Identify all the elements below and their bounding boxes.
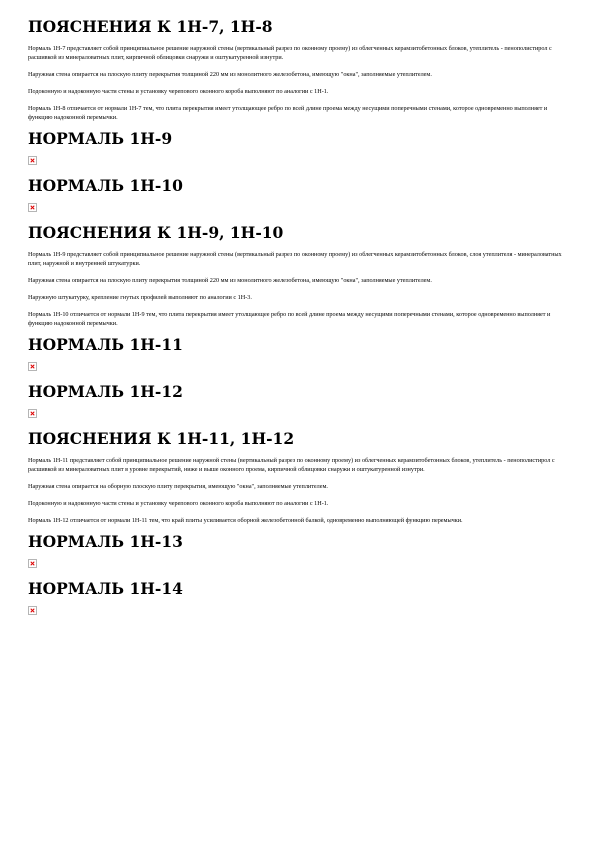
- section-heading: НОРМАЛЬ 1Н-14: [28, 579, 183, 598]
- paragraph: Наружная стена опирается на плоскую плиту перекрытия толщиной 220 мм из монолитного железобетона, имеющую "окна", заполняемые утеплителем.: [28, 277, 432, 284]
- paragraph: Наружную штукатурку, крепление гнутых профилей выполняют по аналогии с 1Н-3.: [28, 294, 252, 301]
- paragraph: Подоконную и надоконную части стены и установку черепового оконного короба выполняют по аналогии с 1Н-1.: [28, 500, 329, 507]
- paragraph: Наружная стена опирается на плоскую плиту перекрытия толщиной 220 мм из монолитного железобетона, имеющую "окна", заполняемые утеплителем.: [28, 71, 432, 78]
- normal-section-1n12: [28, 383, 567, 418]
- section-heading: ПОЯСНЕНИЯ К 1Н-11, 1Н-12: [28, 429, 295, 448]
- paragraph: Нормаль 1Н-7 представляет собой принципиальное решение наружной стены (вертикальный разрез по оконному проему) из облегченных керамзитобетонных блоков, утеплитель - пенополистирол с расшивкой из минераловатных плит, кирпичной облицовки снаружи и оштукатуренной изнутри.: [28, 45, 552, 61]
- section-heading: НОРМАЛЬ 1Н-13: [28, 532, 183, 551]
- normal-section-1n11: [28, 336, 567, 371]
- broken-image-icon[interactable]: [28, 409, 37, 418]
- broken-image-icon[interactable]: [28, 559, 37, 568]
- paragraph: Нормаль 1Н-10 отличается от нормали 1Н-9 тем, что плита перекрытия имеет утолщающее ребро по всей длине проема между несущими поперечными стенами, которое одновременно выполняет и функцию надоконной перемычки.: [28, 311, 551, 327]
- paragraph: Нормаль 1Н-11 представляет собой принципиальное решение наружной стены (вертикальный разрез по оконному проему) из облегченных керамзитобетонных блоков, утеплитель - пенополистирол с расшивкой из минераловатных плит в уровне перекрытий, ниже и выше оконного проема, кирпичной облицовки снаружи и оштукатуренной изнутри.: [28, 457, 555, 473]
- explanation-section-1n9-1n10: [28, 224, 567, 328]
- broken-image-icon[interactable]: [28, 362, 37, 371]
- section-heading: НОРМАЛЬ 1Н-11: [28, 335, 183, 354]
- normal-section-1n13: [28, 533, 567, 568]
- section-heading: НОРМАЛЬ 1Н-9: [28, 129, 173, 148]
- section-heading: ПОЯСНЕНИЯ К 1Н-9, 1Н-10: [28, 223, 284, 242]
- normal-section-1n10: [28, 177, 567, 212]
- explanation-section-1n11-1n12: [28, 430, 567, 525]
- section-heading: ПОЯСНЕНИЯ К 1Н-7, 1Н-8: [28, 17, 273, 36]
- broken-image-icon[interactable]: [28, 156, 37, 165]
- broken-image-icon[interactable]: [28, 606, 37, 615]
- paragraph: Нормаль 1Н-8 отличается от нормали 1Н-7 тем, что плита перекрытия имеет утолщающее ребро по всей длине проема между несущими поперечными стенами, которое одновременно выполняет и функцию надоконной перемычки.: [28, 105, 548, 121]
- paragraph: Подоконную и надоконную части стены и установку черепового оконного короба выполняют по аналогии с 1Н-1.: [28, 88, 329, 95]
- section-heading: НОРМАЛЬ 1Н-10: [28, 176, 183, 195]
- section-heading: НОРМАЛЬ 1Н-12: [28, 382, 183, 401]
- broken-image-icon[interactable]: [28, 203, 37, 212]
- normal-section-1n9: [28, 130, 567, 165]
- normal-section-1n14: [28, 580, 567, 615]
- paragraph: Наружная стена опирается на оборную плоскую плиту перекрытия, имеющую "окна", заполняемые утеплителем.: [28, 483, 328, 490]
- explanation-section-1n7-1n8: [28, 18, 567, 122]
- paragraph: Нормаль 1Н-9 представляет собой принципиальное решение наружной стены (вертикальный разрез по оконному проему) из облегченных керамзитобетонных блоков, слоя утеплителя - минераловатных плит, наружной и внутренней штукатурки.: [28, 251, 562, 267]
- paragraph: Нормаль 1Н-12 отличается от нормали 1Н-11 тем, что край плиты усиливается оборной железобетонной балкой, одновременно выполняющей функцию перемычки.: [28, 517, 463, 524]
